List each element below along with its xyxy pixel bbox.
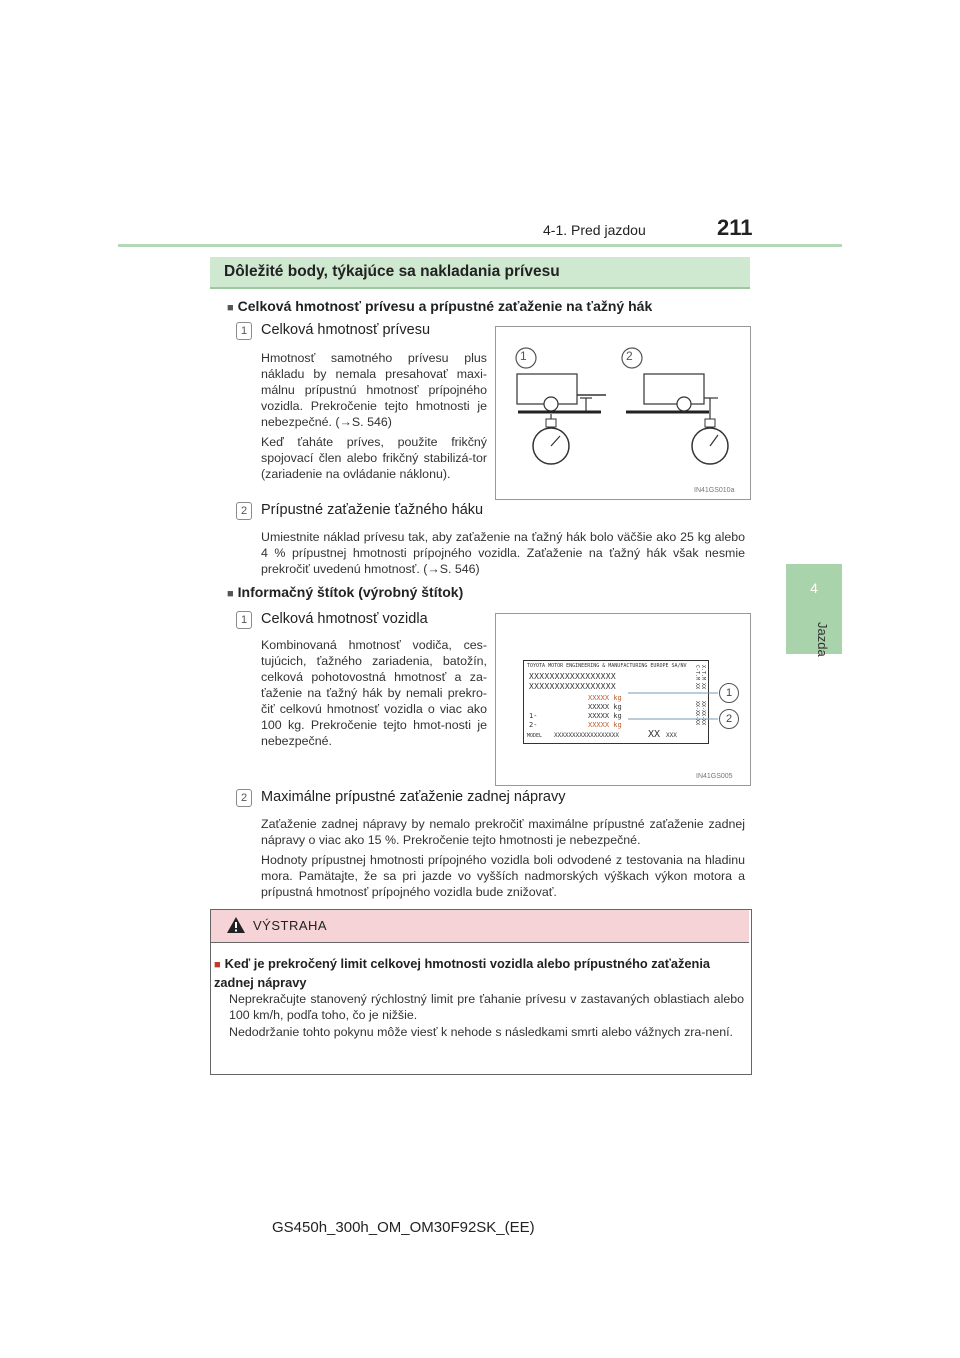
item-paragraph: Kombinovaná hmotnosť vodiča, ces-tujúcich, ťažného zariadenia, batožín, celková pohotovostná hmotnosť a za-ťaženie na ťažný hák by nemali prekro-čiť celkovú hmotnosť vozidla o viac ako 100 kg. Prekročenie tejto hmot-nosti je nebezpečné. <box>261 638 487 748</box>
plate-side-code: XX-XX-XX <box>700 701 706 726</box>
section2-heading <box>227 584 463 600</box>
plate-axle-1: 1- <box>529 712 538 720</box>
item-paragraph: Keď ťaháte príves, použite frikčný spojovací člen alebo frikčný stabilizá-tor (zariadenie na ovládanie náklonu). <box>261 435 487 481</box>
figure-callout-2: 2 <box>719 709 739 729</box>
item-title: Maximálne prípustné zaťaženie zadnej nápravy <box>261 789 566 805</box>
figure-code: IN41GS005 <box>696 773 733 780</box>
item-title: Celková hmotnosť prívesu <box>261 322 431 338</box>
square-bullet-icon: ■ <box>227 588 234 600</box>
item-paragraph: Umiestnite náklad prívesu tak, aby zaťaženie na ťažný hák bolo väčšie ako 25 kg alebo 4 % prípustnej hmotnosti prípojného vozidla. Zaťaženie na ťažný hák však nesmie prekročiť uvedenú hmotnosť. (→S. 546) <box>261 530 745 576</box>
section1-heading-text: Celková hmotnosť prívesu a prípustné zaťaženie na ťažný hák <box>237 298 653 314</box>
item-paragraph: Hmotnosť samotného prívesu plus nákladu by nemala presahovať maxi-málnu prípustnú hmotnosť prípojného vozidla. Prekročenie tejto hmotnosti je nebezpečné. (→S. 546) <box>261 351 487 429</box>
plate-line: XXXXXXXXXXXXXXXXX <box>529 672 616 681</box>
figure-code: IN41GS010a <box>694 487 735 494</box>
section-title: 4-1. Pred jazdou <box>543 222 646 238</box>
warning-paragraph: Nedodržanie tohto pokynu môže viesť k nehode s následkami smrti alebo vážnych zra-není. <box>229 1025 733 1039</box>
trailer-scales-illustration <box>496 327 750 499</box>
page-number: 211 <box>717 215 753 240</box>
item-title: Prípustné zaťaženie ťažného háku <box>261 502 484 518</box>
topic-title-bar <box>210 257 750 289</box>
header-rule <box>118 244 842 247</box>
item-number-badge: 1 <box>236 322 252 340</box>
chapter-number: 4 <box>810 580 818 596</box>
document-code: GS450h_300h_OM_OM30F92SK_(EE) <box>272 1219 535 1236</box>
plate-weight: XXXXX kg <box>588 703 622 711</box>
plate-side-code: XX-XX-XX <box>694 701 700 726</box>
warning-heading-text: Keď je prekročený limit celkovej hmotnosti vozidla alebo prípustného zaťaženia zadnej nápravy <box>214 956 711 990</box>
plate-side-code: X.T.M XX <box>700 665 706 690</box>
plate-side-code: C-T.M XX <box>694 665 700 690</box>
callout-lines <box>496 614 750 785</box>
item-number-badge: 2 <box>236 502 252 520</box>
section1-heading <box>227 298 652 314</box>
item-number-badge: 1 <box>236 611 252 629</box>
section2-heading-text: Informačný štítok (výrobný štítok) <box>237 584 464 600</box>
figure-callout-2: 2 <box>626 349 633 363</box>
plate-line: XXXXXXXXXXXXXXXXX <box>529 682 616 691</box>
warning-paragraph: Neprekračujte stanovený rýchlostný limit pre ťahanie prívesu v zastavaných oblastiach alebo 100 km/h, podľa toho, čo je nižšie. <box>229 992 744 1022</box>
trailer-weight-figure <box>495 326 751 500</box>
plate-axle-2: 2- <box>529 721 538 729</box>
warning-title: VÝSTRAHA <box>253 918 328 933</box>
plate-weight: XXXXX kg <box>588 712 622 720</box>
figure-callout-1: 1 <box>719 683 739 703</box>
figure-callout-1: 1 <box>520 349 527 363</box>
info-plate-figure <box>495 613 751 786</box>
plate-maker: TOYOTA MOTOR ENGINEERING & MANUFACTURING EUROPE SA/NV <box>527 663 687 669</box>
item-paragraph: Hodnoty prípustnej hmotnosti prípojného vozidla boli odvodené z testovania na hladinu mora. Pamätajte, že sa pri jazde vo vyšších nadmorských výškach výkon motora a prípustná hmotnosť prípojného vozidla bude znižovať. <box>261 853 745 899</box>
plate-model-label: MODEL <box>527 733 543 739</box>
item-paragraph: Zaťaženie zadnej nápravy by nemalo prekročiť maximálne prípustné zaťaženie zadnej nápravy o viac ako 15 %. Prekročenie tejto hmotnosti je nebezpečné. <box>261 817 745 847</box>
square-bullet-icon: ■ <box>227 302 234 314</box>
square-bullet-icon: ■ <box>214 959 221 971</box>
item-title: Celková hmotnosť vozidla <box>261 611 428 627</box>
chapter-label: Jazda <box>815 622 830 657</box>
warning-triangle-icon <box>226 916 246 934</box>
plate-model-code: XX <box>648 729 661 740</box>
plate-model-value: XXXXXXXXXXXXXXXXXX <box>554 732 620 739</box>
item-number-badge: 2 <box>236 789 252 807</box>
topic-title: Dôležité body, týkajúce sa nakladania prívesu <box>224 263 560 280</box>
warning-heading <box>214 955 744 991</box>
plate-weight-axle: XXXXX kg <box>588 721 622 729</box>
plate-weight-gross: XXXXX kg <box>588 694 622 702</box>
plate-model-suffix: XXX <box>666 732 677 739</box>
